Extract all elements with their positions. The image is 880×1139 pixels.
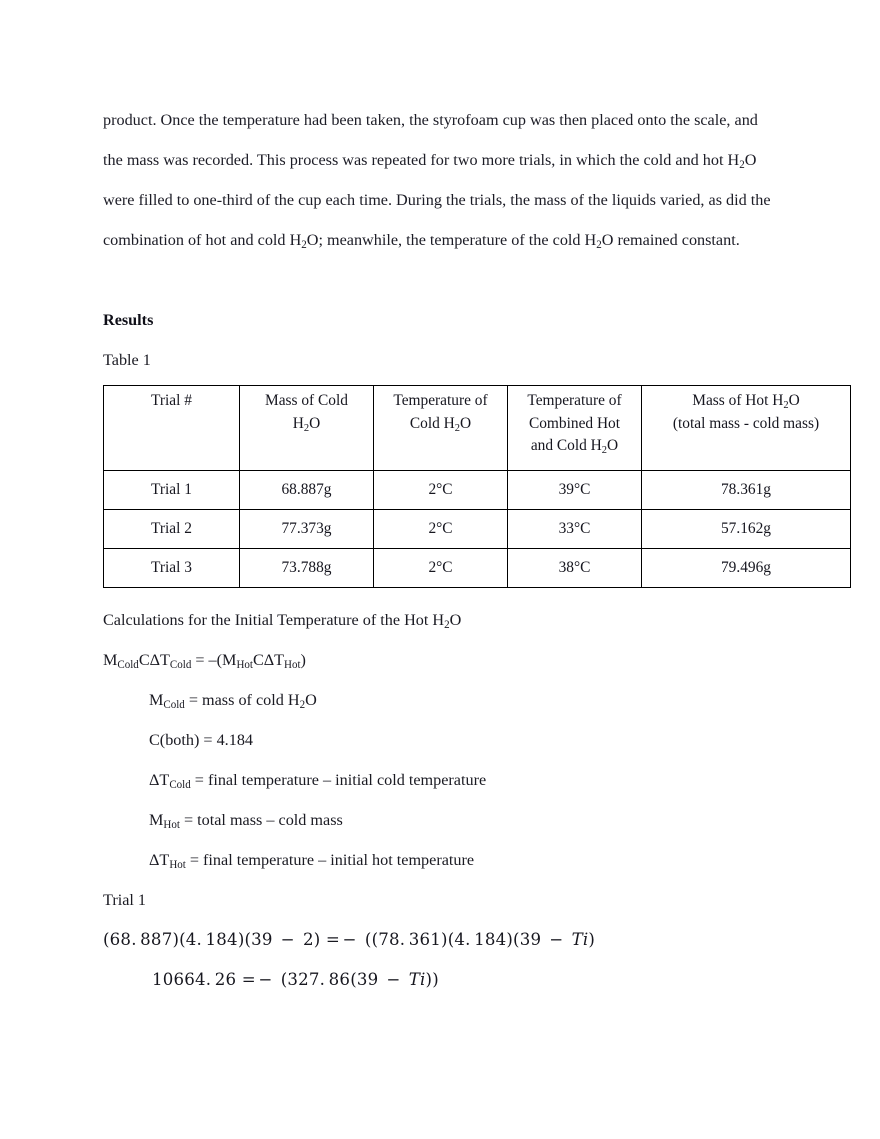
definition-c-both: C(both) = 4.184 bbox=[149, 731, 254, 749]
calculations-section-title: Calculations for the Initial Temperature of the Hot $H_2O$ bbox=[103, 611, 462, 632]
cell-trial: Trial 2 bbox=[104, 510, 240, 549]
column-header-temp-combined: Temperature of Combined Hot and Cold $H_2O$ bbox=[508, 386, 642, 471]
cell-temp-combined: 39°C bbox=[508, 471, 642, 510]
definition-delta-t-hot: $\Delta T_{Hot}$ = final temperature – initial hot temperature bbox=[149, 851, 475, 872]
cell-trial: Trial 3 bbox=[104, 549, 240, 588]
cell-temp-combined: 33°C bbox=[508, 510, 642, 549]
cell-temp-cold: 2°C bbox=[374, 471, 508, 510]
table-label: Table 1 bbox=[103, 351, 151, 369]
cell-mass-hot: 79.496g bbox=[642, 549, 851, 588]
column-header-mass-hot: Mass of Hot $H_2O$ (total mass - cold mass) bbox=[642, 386, 851, 471]
equation-line-1: (68. 887)(4. 184)(39 − 2) = − ((78. 361)(4. 184)(39 − Ti) bbox=[103, 930, 596, 949]
equation-line-2: 10664. 26 = − (327. 86(39 − Ti)) bbox=[152, 970, 439, 989]
definition-delta-t-cold: $\Delta T_{Cold}$ = final temperature – initial cold temperature bbox=[149, 771, 487, 792]
table-row bbox=[104, 471, 851, 510]
results-table bbox=[103, 385, 851, 588]
cell-mass-cold: 68.887g bbox=[240, 471, 374, 510]
results-heading: Results bbox=[103, 311, 154, 329]
table-wrapper bbox=[103, 380, 820, 588]
cell-temp-cold: 2°C bbox=[374, 549, 508, 588]
page-content bbox=[103, 100, 820, 1000]
table-row bbox=[104, 510, 851, 549]
table-header-row bbox=[104, 386, 851, 471]
definition-m-hot: $M_{Hot}$ = total mass – cold mass bbox=[149, 811, 343, 832]
cell-mass-cold: 73.788g bbox=[240, 549, 374, 588]
column-header-temp-cold: Temperature of Cold $H_2O$ bbox=[374, 386, 508, 471]
intro-paragraph: product. Once the temperature had been taken, the styrofoam cup was then placed onto the scale, and the mass was recorded. This process was repeated for two more trials, in which the cold and hot $H_2O$ were filled to one-third of the cup each time. During the trials, the mass of the liquids varied, as did the combination of hot and cold $H_2O$; meanwhile, the temperature of the cold $H_2O$ remained constant. bbox=[103, 111, 771, 252]
column-header-trial: Trial # bbox=[104, 386, 240, 471]
cell-mass-hot: 78.361g bbox=[642, 471, 851, 510]
table-row bbox=[104, 549, 851, 588]
trial-1-label: Trial 1 bbox=[103, 891, 147, 909]
cell-temp-combined: 38°C bbox=[508, 549, 642, 588]
cell-mass-hot: 57.162g bbox=[642, 510, 851, 549]
column-header-mass-cold: Mass of Cold $H_2O$ bbox=[240, 386, 374, 471]
table-bottom-spacer bbox=[103, 588, 779, 600]
cell-mass-cold: 77.373g bbox=[240, 510, 374, 549]
cell-trial: Trial 1 bbox=[104, 471, 240, 510]
section-spacer bbox=[103, 260, 779, 300]
main-formula: $M_{Cold}C\Delta T_{Cold} = -(M_{Hot}C\Delta T_{Hot})$ bbox=[103, 651, 306, 672]
definition-m-cold: $M_{Cold}$ = mass of cold $H_2O$ bbox=[149, 691, 317, 712]
cell-temp-cold: 2°C bbox=[374, 510, 508, 549]
